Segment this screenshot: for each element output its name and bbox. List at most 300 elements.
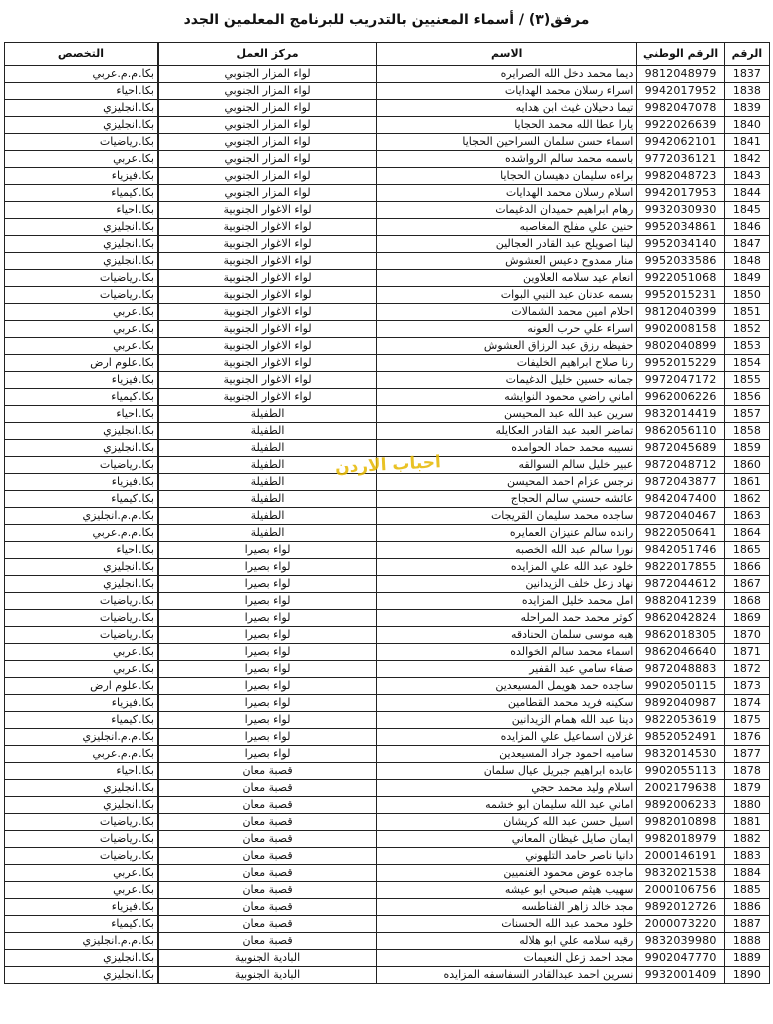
row-number: 1878 xyxy=(724,763,769,780)
row-work-center: لواء الاغوار الجنوبية xyxy=(159,287,377,304)
row-work-center: لواء الاغوار الجنوبية xyxy=(159,253,377,270)
row-national-id: 9892040987 xyxy=(637,695,724,712)
table-row xyxy=(159,270,770,287)
table-row xyxy=(159,899,770,916)
watermark-text: احباب الاردن xyxy=(334,452,442,478)
row-work-center: قصبة معان xyxy=(159,780,377,797)
row-number: 1857 xyxy=(724,406,769,423)
row-specialization: بكا.رياضيات xyxy=(5,287,158,304)
row-number: 1870 xyxy=(724,627,769,644)
table-row xyxy=(159,372,770,389)
row-name: حنين علي مفلح المغاصبه xyxy=(377,219,637,236)
row-specialization: بكا.احياء xyxy=(5,83,158,100)
row-work-center: لواء بصيرا xyxy=(159,542,377,559)
row-work-center: قصبة معان xyxy=(159,882,377,899)
spec-row xyxy=(5,457,158,474)
spec-row xyxy=(5,746,158,763)
row-number: 1869 xyxy=(724,610,769,627)
row-name: رقيه سلامه علي ابو هلاله xyxy=(377,933,637,950)
row-work-center: لواء بصيرا xyxy=(159,644,377,661)
row-specialization: بكا.رياضيات xyxy=(5,457,158,474)
row-name: صفاء سامي عبد القفير xyxy=(377,661,637,678)
row-name: نسرين احمد عبدالقادر السفاسفه المزايده xyxy=(377,967,637,984)
row-work-center: قصبة معان xyxy=(159,865,377,882)
row-specialization: بكا.م.م.عربي xyxy=(5,66,158,83)
row-national-id: 9872045689 xyxy=(637,440,724,457)
row-specialization: بكا.رياضيات xyxy=(5,134,158,151)
row-national-id: 9812048979 xyxy=(637,66,724,83)
row-name: نورا سالم عبد الله الخصبه xyxy=(377,542,637,559)
row-specialization: بكا.م.م.انجليزي xyxy=(5,729,158,746)
row-number: 1855 xyxy=(724,372,769,389)
table-row xyxy=(159,389,770,406)
row-name: سرين عبد الله عبد المحيسن xyxy=(377,406,637,423)
table-row xyxy=(159,83,770,100)
row-name: اسلام وليد محمد حجي xyxy=(377,780,637,797)
row-number: 1866 xyxy=(724,559,769,576)
table-row xyxy=(159,967,770,984)
row-national-id: 9862056110 xyxy=(637,423,724,440)
row-work-center: قصبة معان xyxy=(159,814,377,831)
row-name: باسمه محمد سالم الرواشده xyxy=(377,151,637,168)
row-name: هبه موسى سلمان الحنادقه xyxy=(377,627,637,644)
row-specialization: بكا.انجليزي xyxy=(5,950,158,967)
row-work-center: لواء الاغوار الجنوبية xyxy=(159,355,377,372)
table-row xyxy=(159,661,770,678)
spec-row xyxy=(5,185,158,202)
header-work-center: مركز العمل xyxy=(159,43,377,66)
row-national-id: 9972047172 xyxy=(637,372,724,389)
row-national-id: 9982048723 xyxy=(637,168,724,185)
row-name: لينا اصويلح عبد القادر العجالين xyxy=(377,236,637,253)
row-number: 1860 xyxy=(724,457,769,474)
row-work-center: لواء بصيرا xyxy=(159,627,377,644)
row-specialization: بكا.فيزياء xyxy=(5,372,158,389)
row-number: 1837 xyxy=(724,66,769,83)
spec-row xyxy=(5,797,158,814)
row-specialization: بكا.رياضيات xyxy=(5,593,158,610)
spec-row xyxy=(5,134,158,151)
spec-row xyxy=(5,950,158,967)
table-row xyxy=(159,219,770,236)
table-row xyxy=(159,100,770,117)
row-national-id: 9902050115 xyxy=(637,678,724,695)
row-specialization: بكا.كيمياء xyxy=(5,916,158,933)
row-number: 1849 xyxy=(724,270,769,287)
row-national-id: 9872040467 xyxy=(637,508,724,525)
row-national-id: 9942062101 xyxy=(637,134,724,151)
table-row xyxy=(159,882,770,899)
row-number: 1879 xyxy=(724,780,769,797)
row-name: رنا صلاح ابراهيم الخليفات xyxy=(377,355,637,372)
row-work-center: لواء المزار الجنوبي xyxy=(159,66,377,83)
table-row xyxy=(159,933,770,950)
table-row xyxy=(159,542,770,559)
row-national-id: 2000106756 xyxy=(637,882,724,899)
row-name: ايمان صايل غيظان المعاني xyxy=(377,831,637,848)
table-row xyxy=(159,440,770,457)
spec-row xyxy=(5,848,158,865)
spec-row xyxy=(5,491,158,508)
spec-row xyxy=(5,712,158,729)
table-row xyxy=(159,593,770,610)
header-number: الرقم xyxy=(724,43,769,66)
row-national-id: 9932001409 xyxy=(637,967,724,984)
row-specialization: بكا.كيمياء xyxy=(5,185,158,202)
row-specialization: بكا.احياء xyxy=(5,763,158,780)
spec-row xyxy=(5,117,158,134)
row-number: 1838 xyxy=(724,83,769,100)
row-work-center: لواء الاغوار الجنوبية xyxy=(159,236,377,253)
row-name: ديما محمد دخل الله الصرايره xyxy=(377,66,637,83)
spec-row xyxy=(5,610,158,627)
row-national-id: 9832021538 xyxy=(637,865,724,882)
row-national-id: 9932030930 xyxy=(637,202,724,219)
row-name: حفيظه رزق عبد الرزاق العشوش xyxy=(377,338,637,355)
row-name: اسيل حسن عبد الله كريشان xyxy=(377,814,637,831)
spec-row xyxy=(5,831,158,848)
row-specialization: بكا.فيزياء xyxy=(5,474,158,491)
row-name: رهام ابراهيم حميدان الدغيمات xyxy=(377,202,637,219)
row-name: سهيب هيثم صبحي ابو عيشه xyxy=(377,882,637,899)
row-specialization: بكا.كيمياء xyxy=(5,712,158,729)
row-specialization: بكا.م.م.انجليزي xyxy=(5,933,158,950)
row-specialization: بكا.علوم ارض xyxy=(5,355,158,372)
spec-row xyxy=(5,780,158,797)
row-specialization: بكا.رياضيات xyxy=(5,848,158,865)
row-name: اسراء علي حرب العونه xyxy=(377,321,637,338)
spec-row xyxy=(5,202,158,219)
row-number: 1881 xyxy=(724,814,769,831)
table-row xyxy=(159,865,770,882)
row-specialization: بكا.انجليزي xyxy=(5,559,158,576)
row-national-id: 9872044612 xyxy=(637,576,724,593)
row-work-center: لواء المزار الجنوبي xyxy=(159,185,377,202)
row-name: نهاد زعل خلف الزيدانين xyxy=(377,576,637,593)
spec-row xyxy=(5,338,158,355)
row-name: خلود محمد عبد الله الحسنات xyxy=(377,916,637,933)
table-row xyxy=(159,610,770,627)
table-row xyxy=(159,848,770,865)
spec-header-row xyxy=(5,43,158,66)
table-row xyxy=(159,185,770,202)
row-specialization: بكا.انجليزي xyxy=(5,440,158,457)
spec-row xyxy=(5,695,158,712)
table-row xyxy=(159,134,770,151)
row-national-id: 9842051746 xyxy=(637,542,724,559)
row-number: 1877 xyxy=(724,746,769,763)
row-specialization: بكا.انجليزي xyxy=(5,423,158,440)
table-row xyxy=(159,406,770,423)
table-row xyxy=(159,950,770,967)
row-name: عبير خليل سالم السوالقه xyxy=(377,457,637,474)
row-name: احلام امين محمد الشمالات xyxy=(377,304,637,321)
table-row xyxy=(159,831,770,848)
row-national-id: 9822017855 xyxy=(637,559,724,576)
row-national-id: 9872048883 xyxy=(637,661,724,678)
row-work-center: الطفيلة xyxy=(159,525,377,542)
row-work-center: قصبة معان xyxy=(159,763,377,780)
row-number: 1861 xyxy=(724,474,769,491)
row-national-id: 9902008158 xyxy=(637,321,724,338)
row-specialization: بكا.انجليزي xyxy=(5,236,158,253)
row-number: 1858 xyxy=(724,423,769,440)
spec-row xyxy=(5,168,158,185)
names-table xyxy=(158,42,770,984)
row-number: 1839 xyxy=(724,100,769,117)
row-name: غزلان اسماعيل علي المزايده xyxy=(377,729,637,746)
spec-row xyxy=(5,559,158,576)
row-national-id: 9962006226 xyxy=(637,389,724,406)
row-national-id: 9952034140 xyxy=(637,236,724,253)
row-name: سكينه فريد محمد القطامين xyxy=(377,695,637,712)
row-name: دينا عبد الله همام الزيدانين xyxy=(377,712,637,729)
row-national-id: 2002179638 xyxy=(637,780,724,797)
row-specialization: بكا.انجليزي xyxy=(5,100,158,117)
row-national-id: 2000146191 xyxy=(637,848,724,865)
row-national-id: 9822053619 xyxy=(637,712,724,729)
table-row xyxy=(159,746,770,763)
spec-row xyxy=(5,151,158,168)
row-specialization: بكا.انجليزي xyxy=(5,967,158,984)
spec-row xyxy=(5,83,158,100)
row-number: 1880 xyxy=(724,797,769,814)
row-work-center: لواء بصيرا xyxy=(159,695,377,712)
spec-row xyxy=(5,355,158,372)
row-name: بسمه عدنان عبد النبي البوات xyxy=(377,287,637,304)
row-national-id: 9942017953 xyxy=(637,185,724,202)
row-national-id: 2000073220 xyxy=(637,916,724,933)
table-row xyxy=(159,763,770,780)
row-specialization: بكا.م.م.عربي xyxy=(5,746,158,763)
table-row xyxy=(159,474,770,491)
row-number: 1851 xyxy=(724,304,769,321)
row-number: 1885 xyxy=(724,882,769,899)
row-specialization: بكا.م.م.انجليزي xyxy=(5,508,158,525)
row-number: 1874 xyxy=(724,695,769,712)
row-number: 1865 xyxy=(724,542,769,559)
row-national-id: 9872043877 xyxy=(637,474,724,491)
row-number: 1867 xyxy=(724,576,769,593)
header-national-id: الرقم الوطني xyxy=(637,43,724,66)
row-national-id: 9772036121 xyxy=(637,151,724,168)
row-national-id: 9852052491 xyxy=(637,729,724,746)
spec-row xyxy=(5,593,158,610)
row-name: منار ممدوح دعيس العشوش xyxy=(377,253,637,270)
row-work-center: لواء بصيرا xyxy=(159,610,377,627)
row-name: اسماء محمد سالم الخوالده xyxy=(377,644,637,661)
row-specialization: بكا.عربي xyxy=(5,338,158,355)
row-national-id: 9922026639 xyxy=(637,117,724,134)
row-national-id: 9872048712 xyxy=(637,457,724,474)
row-work-center: لواء بصيرا xyxy=(159,729,377,746)
table-row xyxy=(159,508,770,525)
row-number: 1886 xyxy=(724,899,769,916)
row-specialization: بكا.عربي xyxy=(5,304,158,321)
row-national-id: 9942017952 xyxy=(637,83,724,100)
row-number: 1850 xyxy=(724,287,769,304)
row-number: 1884 xyxy=(724,865,769,882)
row-number: 1873 xyxy=(724,678,769,695)
table-header-row xyxy=(159,43,770,66)
table-row xyxy=(159,780,770,797)
row-work-center: قصبة معان xyxy=(159,899,377,916)
spec-row xyxy=(5,933,158,950)
row-name: تماضر العبد عبد القادر العكايله xyxy=(377,423,637,440)
row-specialization: بكا.احياء xyxy=(5,542,158,559)
row-specialization: بكا.انجليزي xyxy=(5,253,158,270)
spec-row xyxy=(5,389,158,406)
row-number: 1840 xyxy=(724,117,769,134)
row-work-center: لواء المزار الجنوبي xyxy=(159,83,377,100)
specialization-table xyxy=(4,42,158,984)
row-national-id: 9802040899 xyxy=(637,338,724,355)
row-specialization: بكا.احياء xyxy=(5,406,158,423)
row-work-center: لواء المزار الجنوبي xyxy=(159,117,377,134)
row-work-center: قصبة معان xyxy=(159,831,377,848)
row-number: 1854 xyxy=(724,355,769,372)
row-work-center: الطفيلة xyxy=(159,508,377,525)
row-name: عابده ابراهيم جبريل عيال سلمان xyxy=(377,763,637,780)
spec-row xyxy=(5,287,158,304)
row-name: جمانه حسين خليل الدغيمات xyxy=(377,372,637,389)
spec-row xyxy=(5,219,158,236)
page-title: مرفق(٣) / أسماء المعنيين بالتدريب للبرنامج المعلمين الجدد xyxy=(183,12,590,28)
spec-row xyxy=(5,644,158,661)
row-specialization: بكا.انجليزي xyxy=(5,117,158,134)
row-specialization: بكا.عربي xyxy=(5,151,158,168)
row-national-id: 9832014419 xyxy=(637,406,724,423)
row-national-id: 9832014530 xyxy=(637,746,724,763)
row-work-center: لواء الاغوار الجنوبية xyxy=(159,372,377,389)
row-number: 1875 xyxy=(724,712,769,729)
table-row xyxy=(159,678,770,695)
table-row xyxy=(159,525,770,542)
row-work-center: الطفيلة xyxy=(159,474,377,491)
spec-row xyxy=(5,304,158,321)
row-number: 1842 xyxy=(724,151,769,168)
spec-row xyxy=(5,440,158,457)
row-number: 1872 xyxy=(724,661,769,678)
table-row xyxy=(159,916,770,933)
row-work-center: الطفيلة xyxy=(159,440,377,457)
table-row xyxy=(159,202,770,219)
row-name: اسلام رسلان محمد الهدايات xyxy=(377,185,637,202)
row-work-center: لواء الاغوار الجنوبية xyxy=(159,219,377,236)
table-row xyxy=(159,117,770,134)
spec-row xyxy=(5,474,158,491)
row-national-id: 9982047078 xyxy=(637,100,724,117)
row-national-id: 9952033586 xyxy=(637,253,724,270)
spec-row xyxy=(5,406,158,423)
row-work-center: لواء المزار الجنوبي xyxy=(159,100,377,117)
row-work-center: الطفيلة xyxy=(159,423,377,440)
row-work-center: لواء المزار الجنوبي xyxy=(159,151,377,168)
row-work-center: قصبة معان xyxy=(159,797,377,814)
table-row xyxy=(159,151,770,168)
row-name: مجد احمد زعل النعيمات xyxy=(377,950,637,967)
table-row xyxy=(159,729,770,746)
row-specialization: بكا.عربي xyxy=(5,865,158,882)
row-specialization: بكا.م.م.عربي xyxy=(5,525,158,542)
row-number: 1889 xyxy=(724,950,769,967)
spec-row xyxy=(5,253,158,270)
row-specialization: بكا.رياضيات xyxy=(5,831,158,848)
row-number: 1876 xyxy=(724,729,769,746)
row-number: 1883 xyxy=(724,848,769,865)
row-name: رانده سالم عنيزان العمايره xyxy=(377,525,637,542)
row-name: تيما دحيلان غيث ابن هدايه xyxy=(377,100,637,117)
table-row xyxy=(159,491,770,508)
row-specialization: بكا.رياضيات xyxy=(5,814,158,831)
spec-row xyxy=(5,66,158,83)
row-work-center: الطفيلة xyxy=(159,457,377,474)
row-specialization: بكا.عربي xyxy=(5,644,158,661)
row-work-center: لواء الاغوار الجنوبية xyxy=(159,304,377,321)
row-number: 1888 xyxy=(724,933,769,950)
table-row xyxy=(159,168,770,185)
row-work-center: لواء بصيرا xyxy=(159,678,377,695)
row-specialization: بكا.علوم ارض xyxy=(5,678,158,695)
row-specialization: بكا.فيزياء xyxy=(5,899,158,916)
table-row xyxy=(159,321,770,338)
row-name: ماجده عوض محمود الغنميين xyxy=(377,865,637,882)
row-work-center: لواء بصيرا xyxy=(159,712,377,729)
row-national-id: 9982018979 xyxy=(637,831,724,848)
row-work-center: البادية الجنوبية xyxy=(159,967,377,984)
row-work-center: لواء بصيرا xyxy=(159,593,377,610)
row-specialization: بكا.انجليزي xyxy=(5,780,158,797)
spec-row xyxy=(5,814,158,831)
row-work-center: لواء بصيرا xyxy=(159,661,377,678)
table-row xyxy=(159,814,770,831)
row-national-id: 9982010898 xyxy=(637,814,724,831)
row-name: خلود عبد الله علي المزايده xyxy=(377,559,637,576)
spec-row xyxy=(5,661,158,678)
row-work-center: لواء الاغوار الجنوبية xyxy=(159,338,377,355)
row-number: 1847 xyxy=(724,236,769,253)
row-name: نرجس عزام احمد المحيسن xyxy=(377,474,637,491)
row-national-id: 9952015229 xyxy=(637,355,724,372)
row-number: 1862 xyxy=(724,491,769,508)
row-work-center: الطفيلة xyxy=(159,406,377,423)
table-row xyxy=(159,253,770,270)
row-number: 1841 xyxy=(724,134,769,151)
row-specialization: بكا.رياضيات xyxy=(5,270,158,287)
row-number: 1890 xyxy=(724,967,769,984)
spec-row xyxy=(5,967,158,984)
spec-row xyxy=(5,729,158,746)
table-row xyxy=(159,712,770,729)
row-number: 1868 xyxy=(724,593,769,610)
row-name: يارا عطا الله محمد الحجايا xyxy=(377,117,637,134)
spec-row xyxy=(5,865,158,882)
row-number: 1887 xyxy=(724,916,769,933)
row-number: 1843 xyxy=(724,168,769,185)
row-number: 1848 xyxy=(724,253,769,270)
row-number: 1845 xyxy=(724,202,769,219)
row-name: براءه سليمان دهيسان الحجايا xyxy=(377,168,637,185)
row-name: ساميه احمود جراد المسيعدين xyxy=(377,746,637,763)
row-name: عائشه حسني سالم الحجاج xyxy=(377,491,637,508)
row-specialization: بكا.عربي xyxy=(5,321,158,338)
table-row xyxy=(159,797,770,814)
row-work-center: لواء الاغوار الجنوبية xyxy=(159,202,377,219)
row-number: 1846 xyxy=(724,219,769,236)
row-national-id: 9902047770 xyxy=(637,950,724,967)
spec-row xyxy=(5,678,158,695)
row-national-id: 9862042824 xyxy=(637,610,724,627)
